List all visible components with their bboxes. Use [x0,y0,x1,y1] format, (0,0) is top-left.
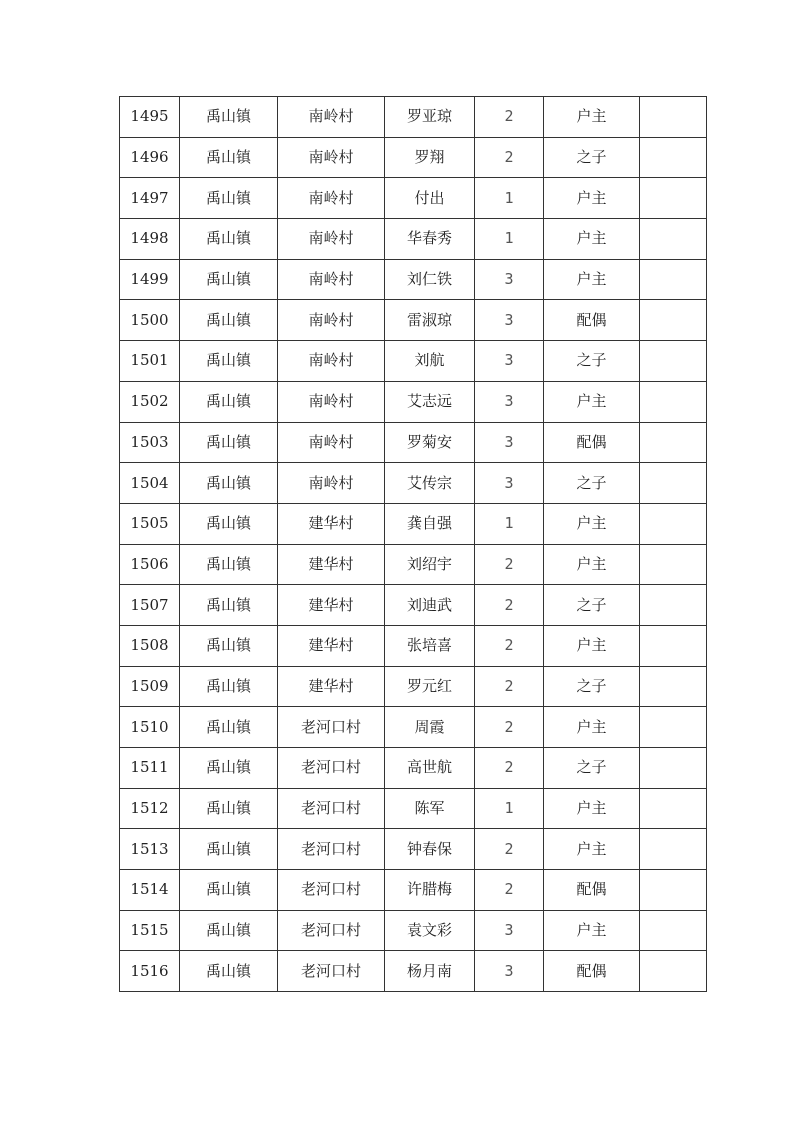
town-cell: 禹山镇 [180,748,278,789]
village-cell: 建华村 [278,666,385,707]
person-name-cell: 钟春保 [385,829,475,870]
row-number-cell: 1503 [120,422,180,463]
table-row [120,219,707,260]
person-name-cell: 周霞 [385,707,475,748]
person-name-cell: 付出 [385,178,475,219]
person-name-cell: 袁文彩 [385,910,475,951]
table-row [120,381,707,422]
town-cell: 禹山镇 [180,422,278,463]
row-number-cell: 1507 [120,585,180,626]
relation-cell: 户主 [544,97,640,138]
remarks-cell [640,259,707,300]
person-name-cell: 杨月南 [385,951,475,992]
town-cell: 禹山镇 [180,259,278,300]
person-name-cell: 高世航 [385,748,475,789]
village-cell: 南岭村 [278,97,385,138]
table-row [120,748,707,789]
row-number-cell: 1506 [120,544,180,585]
table-row [120,300,707,341]
row-number-cell: 1499 [120,259,180,300]
town-cell: 禹山镇 [180,666,278,707]
household-size-cell: 3 [475,381,544,422]
row-number-cell: 1512 [120,788,180,829]
row-number-cell: 1502 [120,381,180,422]
town-cell: 禹山镇 [180,910,278,951]
household-size-cell: 3 [475,463,544,504]
table-row [120,625,707,666]
relation-cell: 户主 [544,259,640,300]
household-size-cell: 2 [475,97,544,138]
village-cell: 老河口村 [278,829,385,870]
town-cell: 禹山镇 [180,625,278,666]
household-size-cell: 1 [475,503,544,544]
household-size-cell: 2 [475,625,544,666]
household-size-cell: 3 [475,259,544,300]
village-cell: 老河口村 [278,951,385,992]
row-number-cell: 1509 [120,666,180,707]
town-cell: 禹山镇 [180,300,278,341]
household-size-cell: 2 [475,707,544,748]
relation-cell: 户主 [544,910,640,951]
person-name-cell: 罗亚琼 [385,97,475,138]
remarks-cell [640,219,707,260]
person-name-cell: 陈军 [385,788,475,829]
remarks-cell [640,137,707,178]
table-row [120,910,707,951]
row-number-cell: 1516 [120,951,180,992]
household-size-cell: 1 [475,788,544,829]
table-row [120,666,707,707]
table-row [120,829,707,870]
table-row [120,137,707,178]
town-cell: 禹山镇 [180,381,278,422]
table-row [120,97,707,138]
person-name-cell: 华春秀 [385,219,475,260]
household-size-cell: 2 [475,666,544,707]
village-cell: 南岭村 [278,219,385,260]
household-size-cell: 2 [475,748,544,789]
relation-cell: 配偶 [544,300,640,341]
row-number-cell: 1501 [120,341,180,382]
remarks-cell [640,341,707,382]
person-name-cell: 罗菊安 [385,422,475,463]
remarks-cell [640,178,707,219]
town-cell: 禹山镇 [180,951,278,992]
household-size-cell: 2 [475,585,544,626]
town-cell: 禹山镇 [180,97,278,138]
person-name-cell: 罗翔 [385,137,475,178]
household-size-cell: 3 [475,951,544,992]
remarks-cell [640,463,707,504]
relation-cell: 之子 [544,585,640,626]
household-size-cell: 2 [475,544,544,585]
row-number-cell: 1504 [120,463,180,504]
village-cell: 南岭村 [278,178,385,219]
remarks-cell [640,707,707,748]
household-size-cell: 3 [475,341,544,382]
remarks-cell [640,300,707,341]
table-row [120,341,707,382]
relation-cell: 户主 [544,829,640,870]
row-number-cell: 1510 [120,707,180,748]
relation-cell: 之子 [544,137,640,178]
remarks-cell [640,870,707,911]
table-row [120,951,707,992]
table-row [120,870,707,911]
remarks-cell [640,585,707,626]
town-cell: 禹山镇 [180,219,278,260]
household-table [119,96,707,992]
remarks-cell [640,503,707,544]
row-number-cell: 1498 [120,219,180,260]
relation-cell: 之子 [544,748,640,789]
row-number-cell: 1508 [120,625,180,666]
remarks-cell [640,625,707,666]
row-number-cell: 1496 [120,137,180,178]
table-row [120,422,707,463]
person-name-cell: 许腊梅 [385,870,475,911]
household-size-cell: 3 [475,422,544,463]
relation-cell: 户主 [544,178,640,219]
village-cell: 南岭村 [278,259,385,300]
person-name-cell: 艾传宗 [385,463,475,504]
relation-cell: 户主 [544,707,640,748]
household-size-cell: 2 [475,829,544,870]
remarks-cell [640,788,707,829]
person-name-cell: 刘航 [385,341,475,382]
town-cell: 禹山镇 [180,503,278,544]
person-name-cell: 刘迪武 [385,585,475,626]
person-name-cell: 张培喜 [385,625,475,666]
row-number-cell: 1514 [120,870,180,911]
village-cell: 建华村 [278,625,385,666]
relation-cell: 户主 [544,788,640,829]
town-cell: 禹山镇 [180,341,278,382]
person-name-cell: 刘绍宇 [385,544,475,585]
village-cell: 建华村 [278,503,385,544]
town-cell: 禹山镇 [180,463,278,504]
town-cell: 禹山镇 [180,178,278,219]
remarks-cell [640,544,707,585]
village-cell: 老河口村 [278,748,385,789]
remarks-cell [640,748,707,789]
household-size-cell: 2 [475,137,544,178]
row-number-cell: 1497 [120,178,180,219]
table-row [120,503,707,544]
table-row [120,788,707,829]
remarks-cell [640,910,707,951]
table-row [120,463,707,504]
row-number-cell: 1511 [120,748,180,789]
household-size-cell: 2 [475,870,544,911]
village-cell: 南岭村 [278,422,385,463]
village-cell: 老河口村 [278,870,385,911]
table-row [120,178,707,219]
table-row [120,707,707,748]
relation-cell: 配偶 [544,951,640,992]
village-cell: 南岭村 [278,137,385,178]
town-cell: 禹山镇 [180,870,278,911]
person-name-cell: 艾志远 [385,381,475,422]
village-cell: 老河口村 [278,707,385,748]
village-cell: 南岭村 [278,341,385,382]
row-number-cell: 1515 [120,910,180,951]
village-cell: 建华村 [278,585,385,626]
row-number-cell: 1500 [120,300,180,341]
relation-cell: 之子 [544,341,640,382]
person-name-cell: 雷淑琼 [385,300,475,341]
relation-cell: 之子 [544,463,640,504]
town-cell: 禹山镇 [180,707,278,748]
village-cell: 建华村 [278,544,385,585]
town-cell: 禹山镇 [180,544,278,585]
relation-cell: 户主 [544,219,640,260]
relation-cell: 户主 [544,625,640,666]
relation-cell: 户主 [544,544,640,585]
remarks-cell [640,381,707,422]
town-cell: 禹山镇 [180,829,278,870]
town-cell: 禹山镇 [180,788,278,829]
village-cell: 南岭村 [278,381,385,422]
household-size-cell: 3 [475,300,544,341]
household-size-cell: 1 [475,178,544,219]
remarks-cell [640,666,707,707]
table-row [120,585,707,626]
village-cell: 老河口村 [278,910,385,951]
household-size-cell: 3 [475,910,544,951]
table-body [120,97,707,992]
relation-cell: 配偶 [544,422,640,463]
person-name-cell: 罗元红 [385,666,475,707]
relation-cell: 配偶 [544,870,640,911]
household-size-cell: 1 [475,219,544,260]
person-name-cell: 刘仁铁 [385,259,475,300]
row-number-cell: 1495 [120,97,180,138]
table-row [120,544,707,585]
row-number-cell: 1505 [120,503,180,544]
village-cell: 老河口村 [278,788,385,829]
town-cell: 禹山镇 [180,137,278,178]
village-cell: 南岭村 [278,300,385,341]
remarks-cell [640,951,707,992]
remarks-cell [640,97,707,138]
remarks-cell [640,829,707,870]
village-cell: 南岭村 [278,463,385,504]
person-name-cell: 龚自强 [385,503,475,544]
relation-cell: 户主 [544,503,640,544]
town-cell: 禹山镇 [180,585,278,626]
table-row [120,259,707,300]
relation-cell: 之子 [544,666,640,707]
remarks-cell [640,422,707,463]
row-number-cell: 1513 [120,829,180,870]
relation-cell: 户主 [544,381,640,422]
